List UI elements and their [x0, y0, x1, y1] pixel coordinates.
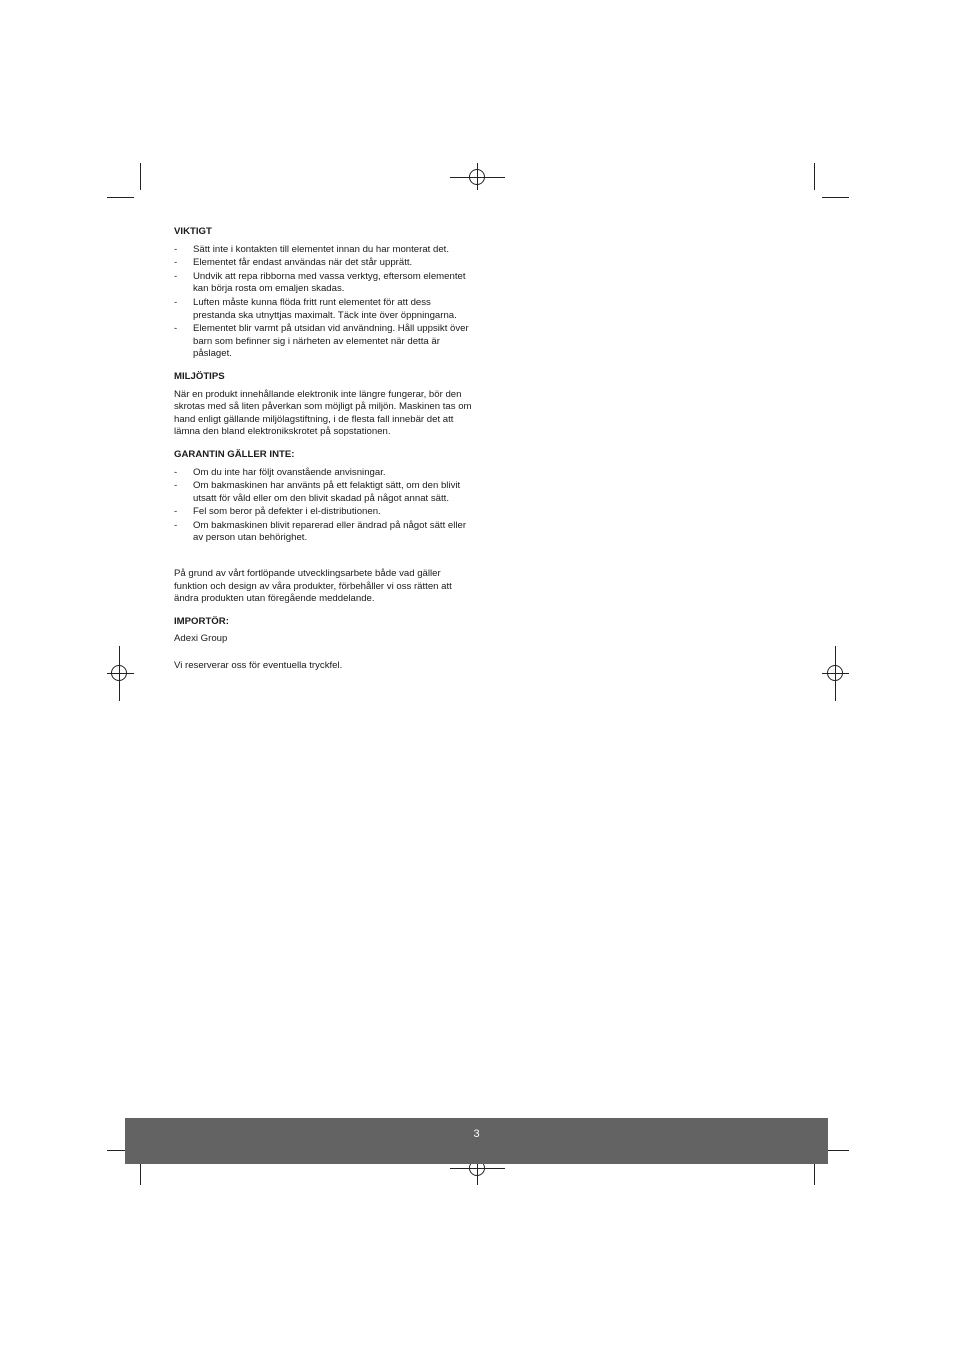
- dash-bullet: -: [174, 506, 178, 518]
- dash-bullet: -: [174, 519, 178, 531]
- crop-mark: [107, 197, 134, 198]
- list-item: - Om du inte har följt ovanstående anvisningar.: [174, 466, 386, 478]
- list-item: - Elementet får endast användas när det står upprätt.: [174, 257, 413, 269]
- section-viktigt: [174, 226, 474, 361]
- disclaimer: Vi reserverar oss för eventuella tryckfel.: [174, 660, 343, 672]
- crop-mark: [140, 163, 141, 190]
- registration-target-icon: [469, 169, 485, 185]
- dash-bullet: -: [174, 257, 178, 269]
- registration-target-icon: [827, 665, 843, 681]
- bullet-list: [174, 467, 474, 546]
- spacer: [174, 555, 474, 568]
- section-heading: IMPORTÖR:: [174, 615, 229, 627]
- section-heading: GARANTIN GÄLLER INTE:: [174, 448, 295, 460]
- paragraph: På grund av vårt fortlöpande utvecklingsarbete både vad gäller funktion och design av våra produkter, förbehåller vi oss rätten att ändra produkten utan föregående meddelande.: [174, 568, 452, 605]
- list-item: - Sätt inte i kontakten till elementet innan du har monterat det.: [174, 243, 449, 255]
- importer-name: Adexi Group: [174, 633, 228, 645]
- bullet-list: [174, 244, 474, 361]
- page-number: 3: [473, 1128, 480, 1140]
- dash-bullet: -: [174, 296, 178, 308]
- dash-bullet: -: [174, 480, 178, 492]
- list-item: - Fel som beror på defekter i el-distributionen.: [174, 506, 381, 518]
- section-miljotips: [174, 371, 474, 439]
- section-heading: MILJÖTIPS: [174, 370, 225, 382]
- section-heading: VIKTIGT: [174, 226, 212, 237]
- list-item: - Om bakmaskinen har använts på ett felaktigt sätt, om den blivit utsatt för våld eller om den blivit skadad på något annat sätt.: [174, 480, 461, 504]
- dash-bullet: -: [174, 323, 178, 335]
- section-garantin: [174, 449, 474, 545]
- dash-bullet: -: [174, 466, 178, 478]
- dash-bullet: -: [174, 270, 178, 282]
- list-item: - Luften måste kunna flöda fritt runt elementet för att dess prestanda ska utnyttjas maximalt. Täck inte över öppningarna.: [174, 296, 457, 321]
- section-importor: [174, 616, 474, 646]
- list-item: - Undvik att repa ribborna med vassa verktyg, eftersom elementet kan börja rosta om emaljen skadas.: [174, 270, 466, 295]
- footer-bar: [125, 1118, 828, 1164]
- list-item: - Om bakmaskinen blivit reparerad eller ändrad på något sätt eller av person utan behörighet.: [174, 519, 467, 544]
- list-item: - Elementet blir varmt på utsidan vid användning. Håll uppsikt över barn som befinner sig i närheten av elementet när detta är påslaget.: [174, 323, 469, 360]
- section-development-note: [174, 568, 474, 606]
- crop-mark: [822, 197, 849, 198]
- dash-bullet: -: [174, 243, 178, 255]
- document-body: [174, 226, 474, 673]
- paragraph: När en produkt innehållande elektronik inte längre fungerar, bör den skrotas med så liten påverkan som möjligt på miljön. Maskinen tas om hand enligt gällande miljölagstiftning, i de flesta fall innebär det att lämna den bland elektronikskrotet på sopstationen.: [174, 388, 472, 438]
- crop-mark: [814, 163, 815, 190]
- registration-target-icon: [111, 665, 127, 681]
